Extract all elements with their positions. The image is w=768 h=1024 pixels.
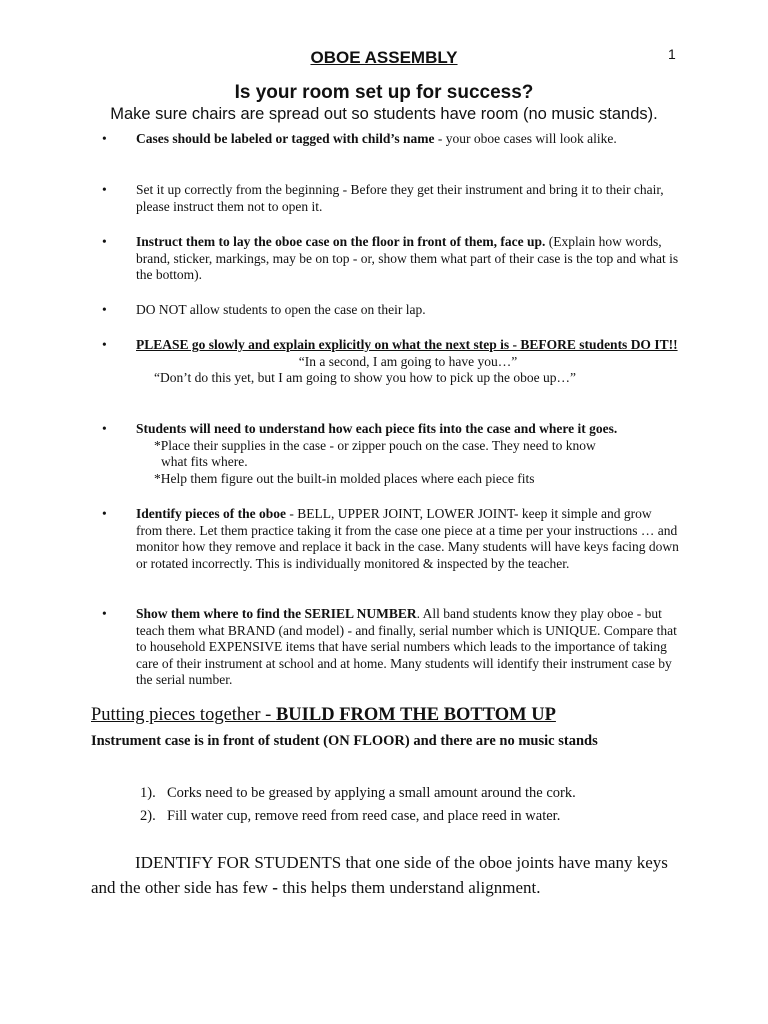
subtitle: Is your room set up for success?: [234, 82, 534, 103]
closing-paragraph: [91, 850, 681, 900]
sub-note: what fits where.: [161, 454, 248, 469]
bullet-text: - your oboe cases will look alike.: [434, 131, 617, 146]
bullet-item: [102, 606, 680, 689]
section-heading-part1: Putting pieces together -: [91, 705, 276, 725]
step-number: 2).: [140, 808, 156, 824]
numbered-step: [140, 785, 576, 802]
bullet-item: [102, 421, 680, 487]
bullet-text: Set it up correctly from the beginning - Before they get their instrument and bring it to their chair, please instruct them not to open it.: [136, 182, 664, 214]
bullet-dot: •: [102, 506, 107, 521]
bullet-dot: •: [102, 606, 107, 621]
bullet-text: - BELL, UPPER JOINT, LOWER JOINT- keep it simple and grow from there. Let them practice taking it from the case one piece at a time per your instructions … and monitor how they remove and replace it back in the case. Many students will have keys facing down or rotated incorrectly. This is individually monitored & inspected by the teacher.: [136, 506, 679, 571]
bullet-dot: •: [102, 131, 107, 146]
section-subheading: Instrument case is in front of student (ON FLOOR) and there are no music stands: [91, 733, 598, 749]
bullet-dot: •: [102, 421, 107, 436]
numbered-step: [140, 808, 560, 825]
bullet-bold-text: Students will need to understand how each piece fits into the case and where it goes.: [136, 421, 618, 436]
section-heading-part2: BUILD FROM THE BOTTOM UP: [275, 705, 556, 725]
bullet-dot: •: [102, 337, 107, 352]
section-heading: [91, 705, 556, 726]
intro-text: Make sure chairs are spread out so students have room (no music stands).: [110, 105, 658, 123]
bullet-item: [102, 131, 680, 148]
closing-dash: -: [272, 878, 278, 897]
bullet-bold-text: Cases should be labeled or tagged with child’s name: [136, 131, 435, 146]
bullet-dot: •: [102, 182, 107, 197]
quote-line: “In a second, I am going to have you…”: [298, 353, 518, 369]
step-text: Corks need to be greased by applying a small amount around the cork.: [167, 785, 576, 801]
closing-text: IDENTIFY FOR STUDENTS that one side of the oboe joints have many keys and the other side has few: [91, 853, 668, 897]
quote-line: “Don’t do this yet, but I am going to show you how to pick up the oboe up…”: [154, 370, 576, 385]
bullet-bold-text: Instruct them to lay the oboe case on the floor in front of them, face up.: [136, 234, 546, 249]
bullet-dot: •: [102, 302, 107, 317]
bullet-item: [102, 337, 680, 387]
bullet-bold-text: Show them where to find the SERIEL NUMBER: [136, 606, 417, 621]
bullet-text: (Explain how words, brand, sticker, markings, may be on top - or, show them what part of their case is the top and what is the bottom).: [136, 234, 679, 282]
page-number: 1: [668, 46, 676, 62]
sub-note: *Help them figure out the built-in molded places where each piece fits: [154, 470, 535, 486]
step-text: Fill water cup, remove reed from reed case, and place reed in water.: [167, 808, 561, 824]
step-number: 1).: [140, 785, 156, 801]
bullet-item: [102, 302, 680, 319]
closing-text-end: this helps them understand alignment.: [277, 878, 541, 897]
bullet-item: [102, 182, 680, 215]
bullet-text: DO NOT allow students to open the case on their lap.: [136, 302, 426, 317]
sub-note: *Place their supplies in the case - or zipper pouch on the case. They need to know: [154, 437, 596, 453]
bullet-dot: •: [102, 234, 107, 249]
bullet-bold-text: PLEASE go slowly and explain explicitly on what the next step is - BEFORE students DO IT!!: [136, 337, 678, 352]
document-title: OBOE ASSEMBLY: [310, 48, 458, 67]
bullet-item: [102, 234, 680, 284]
bullet-item: [102, 506, 680, 572]
bullet-text: . All band students know they play oboe - but teach them what BRAND (and model) - and finally, serial number which is UNIQUE. Compare that to household EXPENSIVE items that have serial numbers which leads to the importance of taking care of their instrument at school and at home. Many students will identify their instrument case by the serial number.: [136, 606, 677, 687]
bullet-bold-text: Identify pieces of the oboe: [136, 506, 286, 521]
